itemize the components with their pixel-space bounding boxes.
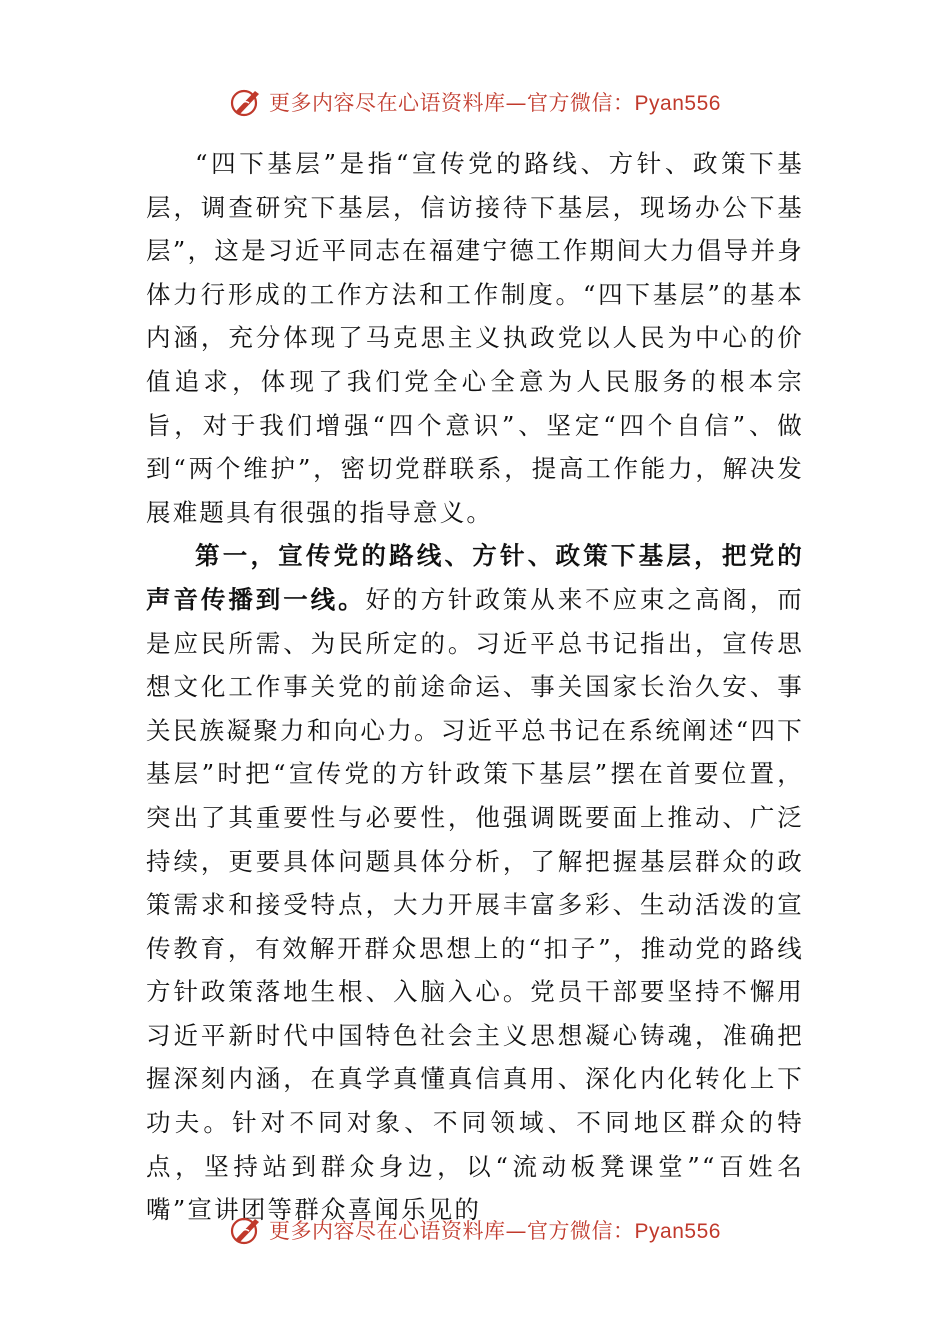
watermark-suffix: 官方微信： <box>527 1219 635 1243</box>
watermark-separator: — <box>505 91 528 115</box>
watermark-separator: — <box>505 1219 528 1243</box>
footer-watermark <box>0 1210 950 1250</box>
header-watermark <box>0 82 950 122</box>
paragraph-intro <box>146 142 804 534</box>
watermark-suffix: 官方微信： <box>527 91 635 115</box>
paragraph-text: 好的方针政策从来不应束之高阁，而是应民所需、为民所定的。习近平总书记指出，宣传思想文化工作事关党的前途命运、事关国家长治久安、事关民族凝聚力和向心力。习近平总书记在系统阐述“四下基层”时把“宣传党的方针政策下基层”摆在首要位置，突出了其重要性与必要性，他强调既要面上推动、广泛持续，更要具体问题具体分析，了解把握基层群众的政策需求和接受特点，大力开展丰富多彩、生动活泼的宣传教育，有效解开群众思想上的“扣子”，推动党的路线方针政策落地生根、入脑入心。党员干部要坚持不懈用习近平新时代中国特色社会主义思想凝心铸魂，准确把握深刻内涵，在真学真懂真信真用、深化内化转化上下功夫。针对不同对象、不同领域、不同地区群众的特点，坚持站到群众身边，以“流动板凳课堂”“百姓名嘴”宣讲团等群众喜闻乐见的 <box>146 584 804 1225</box>
document-body <box>146 142 804 1232</box>
pen-logo-icon <box>229 85 263 119</box>
paragraph-text: “四下基层”是指“宣传党的路线、方针、政策下基层，调查研究下基层，信访接待下基层，现场办公下基层”，这是习近平同志在福建宁德工作期间大力倡导并身体力行形成的工作方法和工作制度。“四下基层”的基本内涵，充分体现了马克思主义执政党以人民为中心的价值追求，体现了我们党全心全意为人民服务的根本宗旨，对于我们增强“四个意识”、坚定“四个自信”、做到“两个维护”，密切党群联系，提高工作能力，解决发展难题具有很强的指导意义。 <box>146 149 804 527</box>
watermark-handle: Pyan556 <box>634 1220 721 1243</box>
watermark-label: 更多内容尽在心语资料库 <box>269 91 506 115</box>
watermark-text <box>269 1215 721 1245</box>
paragraph-lead: 第一，宣传党的路线、方针、政策下基层，把党的声音传播到一线。 <box>146 541 804 614</box>
pen-logo-icon <box>229 1213 263 1247</box>
watermark-text <box>269 87 721 117</box>
watermark-label: 更多内容尽在心语资料库 <box>269 1219 506 1243</box>
watermark-handle: Pyan556 <box>634 92 721 115</box>
paragraph-first-point <box>146 534 804 1232</box>
